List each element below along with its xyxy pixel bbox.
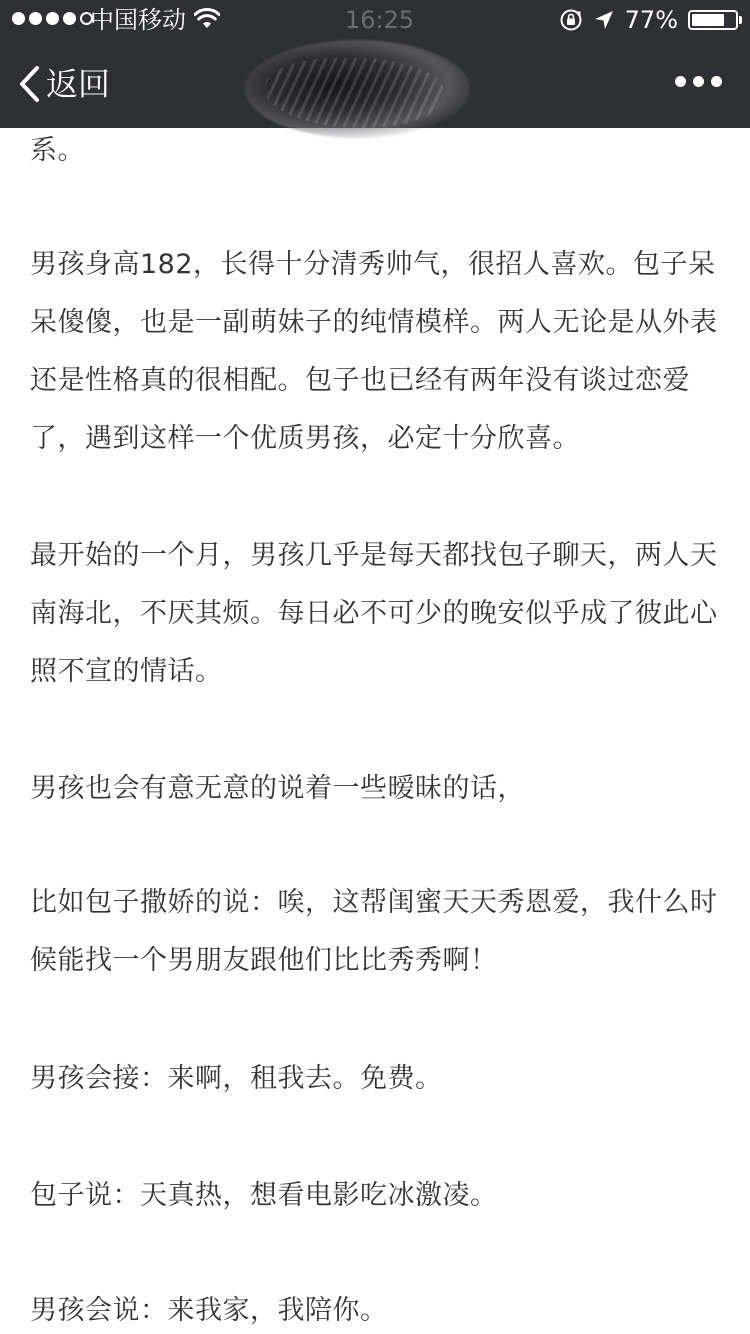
battery-icon — [688, 10, 738, 30]
wifi-icon — [194, 8, 220, 30]
article-paragraph: 男孩身高182，长得十分清秀帅气，很招人喜欢。包子呆呆傻傻，也是一副萌妹子的纯情模样。两人无论是从外表还是性格真的很相配。包子也已经有两年没有谈过恋爱了，遇到这样一个优质男孩，必定十分欣喜。 — [30, 249, 718, 454]
status-right — [559, 5, 738, 35]
status-time: 16:25 — [345, 6, 415, 34]
carrier-name: 中国移动 — [90, 6, 186, 34]
article-paragraph: 系。 — [30, 135, 85, 166]
article-paragraph: 男孩会接：来啊，租我去。免费。 — [30, 1063, 443, 1094]
signal-strength-icon — [12, 12, 93, 25]
back-label: 返回 — [46, 65, 111, 103]
chevron-left-icon — [18, 65, 40, 103]
nav-bar — [0, 40, 750, 128]
article-paragraph: 男孩也会有意无意的说着一些暧昧的话， — [30, 773, 525, 804]
more-dots-icon — [675, 76, 686, 87]
more-options-button[interactable] — [675, 76, 722, 87]
back-button[interactable] — [18, 62, 110, 106]
orientation-lock-icon — [559, 8, 583, 32]
article-paragraph: 包子说：天真热，想看电影吃冰激凌。 — [30, 1180, 498, 1211]
article-paragraph: 比如包子撒娇的说：唉，这帮闺蜜天天秀恩爱，我什么时候能找一个男朋友跟他们比比秀秀啊！ — [30, 887, 718, 976]
battery-level — [692, 14, 724, 26]
status-bar — [0, 0, 750, 40]
article-paragraph: 最开始的一个月，男孩几乎是每天都找包子聊天，两人天南海北，不厌其烦。每日必不可少的晚安似乎成了彼此心照不宣的情话。 — [30, 540, 718, 687]
article-paragraph: 男孩会说：来我家，我陪你。 — [30, 1295, 388, 1326]
location-arrow-icon — [593, 9, 615, 31]
header — [0, 0, 750, 128]
article-body — [0, 128, 750, 1334]
battery-percent: 77% — [624, 6, 678, 34]
